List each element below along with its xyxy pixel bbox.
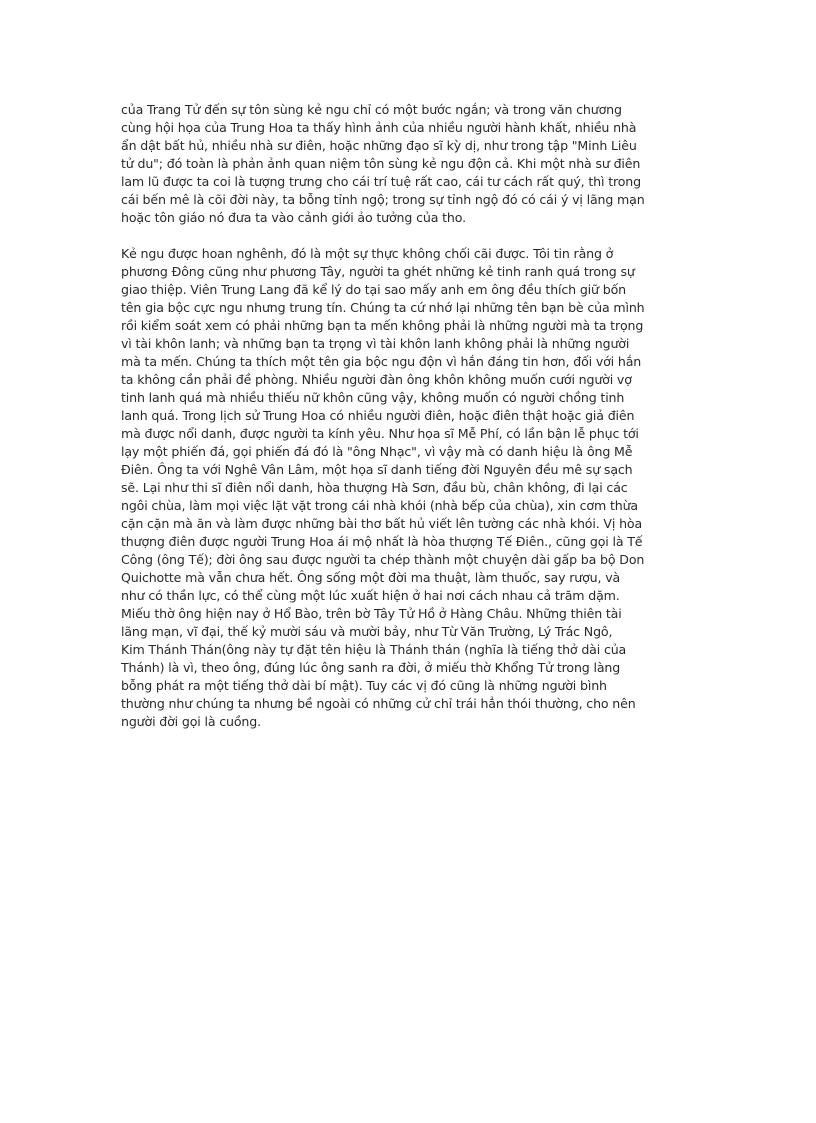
text-line: cái bến mê là cõi đời này, ta bỗng tỉnh ngộ; trong sự tỉnh ngộ đó có cái ý vị lãng mạn	[121, 192, 645, 207]
text-line: tử du"; đó toàn là phản ảnh quan niệm tôn sùng kẻ ngu độn cả. Khi một nhà sư điên	[121, 156, 641, 171]
text-line: Kẻ ngu được hoan nghênh, đó là một sự thực không chối cãi được. Tôi tin rằng ở	[121, 246, 614, 261]
text-line: Quichotte mà vẫn chưa hết. Ông sống một đời ma thuật, làm thuốc, say rượu, và	[121, 570, 621, 585]
text-line: sẽ. Lại như thi sĩ điên nổi danh, hòa thượng Hà Sơn, đầu bù, chân không, đi lại các	[121, 480, 628, 495]
text-line: phương Đông cũng như phương Tây, người ta ghét những kẻ tinh ranh quá trong sự	[121, 264, 635, 279]
text-line: bỗng phát ra một tiếng thở dài bí mật). Tuy các vị đó cũng là những người bình	[121, 678, 607, 693]
text-line: Thánh) là vì, theo ông, đúng lúc ông sanh ra đời, ở miếu thờ Khổng Tử trong làng	[121, 660, 621, 675]
text-line: mà được nổi danh, được người ta kính yêu. Như họa sĩ Mễ Phí, có lần bận lễ phục tới	[121, 426, 639, 441]
text-line: mà ta mến. Chúng ta thích một tên gia bộc ngu độn vì hắn đáng tin hơn, đối với hắn	[121, 354, 642, 369]
text-line: lam lũ được ta coi là tượng trưng cho cái trí tuệ rất cao, cái tư cách rất quý, thì trong	[121, 174, 641, 189]
text-line: người đời gọi là cuồng.	[121, 714, 261, 729]
text-line: cùng hội họa của Trung Hoa ta thấy hình ảnh của nhiều người hành khất, nhiều nhà	[121, 120, 637, 135]
text-line: như có thần lực, có thể cùng một lúc xuất hiện ở hai nơi cách nhau cả trăm dặm.	[121, 588, 620, 603]
paragraph-1	[121, 101, 701, 227]
text-line: cặn cặn mà ăn và làm được những bài thơ bất hủ viết lên tường các nhà khói. Vị hòa	[121, 516, 643, 531]
text-line: giao thiệp. Viên Trung Lang đã kể lý do tại sao mấy anh em ông đều thích giữ bốn	[121, 282, 626, 297]
text-line: Điên. Ông ta với Nghê Vân Lâm, một họa sĩ danh tiếng đời Nguyên đều mê sự sạch	[121, 462, 633, 477]
text-line: Kim Thánh Thán(ông này tự đặt tên hiệu là Thánh thán (nghĩa là tiếng thở dài của	[121, 642, 627, 657]
text-line: lãng mạn, vĩ đại, thế kỷ mười sáu và mười bảy, như Từ Văn Trường, Lý Trác Ngô,	[121, 624, 613, 639]
document-body	[121, 101, 701, 731]
text-line: rồi kiểm soát xem có phải những bạn ta mến không phải là những người mà ta trọng	[121, 318, 644, 333]
text-line: vì tài khôn lanh; và những bạn ta trọng vì tài khôn lanh không phải là những người	[121, 336, 630, 351]
text-line: ngôi chùa, làm mọi việc lặt vặt trong cái nhà khói (nhà bếp của chùa), xin cơm thừa	[121, 498, 638, 513]
text-line: thường như chúng ta nhưng bề ngoài có những cử chỉ trái hẳn thói thường, cho nên	[121, 696, 636, 711]
text-line: hoặc tôn giáo nó đưa ta vào cảnh giới ảo tưởng của tho.	[121, 210, 466, 225]
text-line: Miếu thờ ông hiện nay ở Hổ Bào, trên bờ Tây Tử Hồ ở Hàng Châu. Những thiên tài	[121, 606, 622, 621]
text-line: lanh quá. Trong lịch sử Trung Hoa có nhiều người điên, hoặc điên thật hoặc giả điên	[121, 408, 635, 423]
text-line: ẩn dật bất hủ, nhiều nhà sư điên, hoặc những đạo sĩ kỳ dị, như trong tập "Minh Liêu	[121, 138, 637, 153]
paragraph-gap	[121, 227, 701, 245]
text-line: của Trang Tử đến sự tôn sùng kẻ ngu chỉ có một bước ngắn; và trong văn chương	[121, 102, 622, 117]
paragraph-2	[121, 245, 701, 731]
text-line: tên gia bộc cực ngu nhưng trung tín. Chúng ta cứ nhớ lại những tên bạn bè của mình	[121, 300, 645, 315]
text-line: tinh lanh quá mà nhiều thiếu nữ khôn cũng vậy, không muốn có người chồng tinh	[121, 390, 625, 405]
text-line: Công (ông Tế); đời ông sau được người ta chép thành một chuyện dài gấp ba bộ Don	[121, 552, 645, 567]
text-line: lạy một phiến đá, gọi phiến đá đó là "ông Nhạc", vì vậy mà có danh hiệu là ông Mễ	[121, 444, 633, 459]
text-line: thượng điên được người Trung Hoa ái mộ nhất là hòa thượng Tế Điên., cũng gọi là Tế	[121, 534, 643, 549]
text-line: ta không cần phải đề phòng. Nhiều người đàn ông khôn không muốn cưới người vợ	[121, 372, 632, 387]
